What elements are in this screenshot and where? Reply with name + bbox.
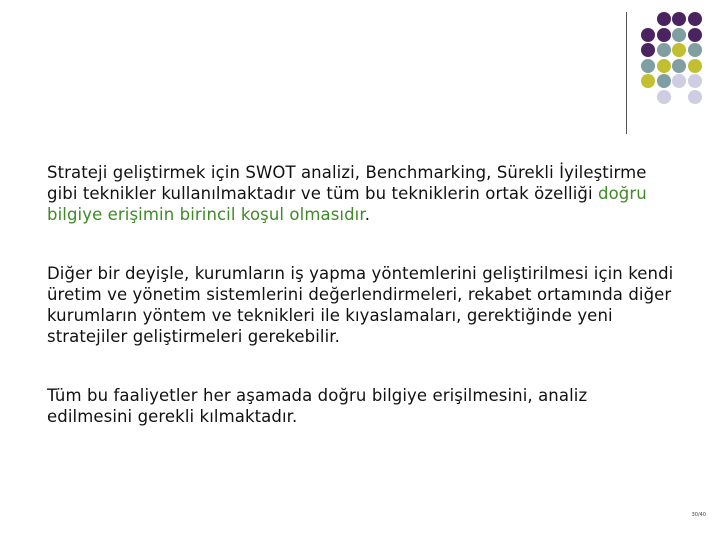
paragraph-2	[47, 263, 677, 347]
paragraph-1-tail: .	[364, 205, 371, 224]
vertical-divider-line	[626, 12, 627, 134]
decorative-dot	[688, 59, 702, 73]
decorative-dot	[657, 74, 671, 88]
paragraph-1-highlight: doğru bilgiye erişimin birincil koşul olmasıdır	[47, 184, 647, 224]
decorative-dot	[672, 59, 686, 73]
decorative-dot	[657, 59, 671, 73]
decorative-dot	[657, 43, 671, 57]
decorative-dot	[657, 90, 671, 104]
decorative-dot	[688, 12, 702, 26]
paragraph-3-text: Tüm bu faaliyetler her aşamada doğru bilgiye erişilmesini, analiz edilmesini gerekli kılmaktadır.	[47, 386, 588, 426]
paragraph-3	[47, 385, 677, 427]
decorative-dot	[641, 74, 655, 88]
decorative-dot	[672, 74, 686, 88]
decorative-dot	[641, 28, 655, 42]
page-number: 30/40	[691, 512, 706, 518]
decorative-dot	[657, 28, 671, 42]
decorative-dot	[688, 74, 702, 88]
paragraph-1	[47, 162, 677, 225]
decorative-dot	[657, 12, 671, 26]
decorative-dot	[641, 43, 655, 57]
decorative-dot	[672, 43, 686, 57]
decorative-dot	[672, 28, 686, 42]
paragraph-2-text: Diğer bir deyişle, kurumların iş yapma yöntemlerini geliştirilmesi için kendi üretim ve yönetim sistemlerini değerlendirmeleri, rekabet ortamında diğer kurumların yöntem ve teknikleri ile kıyaslamaları, gerektiğinde yeni stratejiler geliştirmeleri gerekebilir.	[47, 264, 674, 346]
decorative-dot	[672, 12, 686, 26]
paragraph-1-text: Strateji geliştirmek için SWOT analizi, Benchmarking, Sürekli İyileştirme gibi teknikler kullanılmaktadır ve tüm bu tekniklerin ortak özelliği	[47, 163, 647, 203]
decorative-dot	[641, 59, 655, 73]
decorative-dot	[688, 43, 702, 57]
decorative-dot	[688, 90, 702, 104]
decorative-dot-grid	[0, 0, 720, 140]
decorative-dot	[688, 28, 702, 42]
